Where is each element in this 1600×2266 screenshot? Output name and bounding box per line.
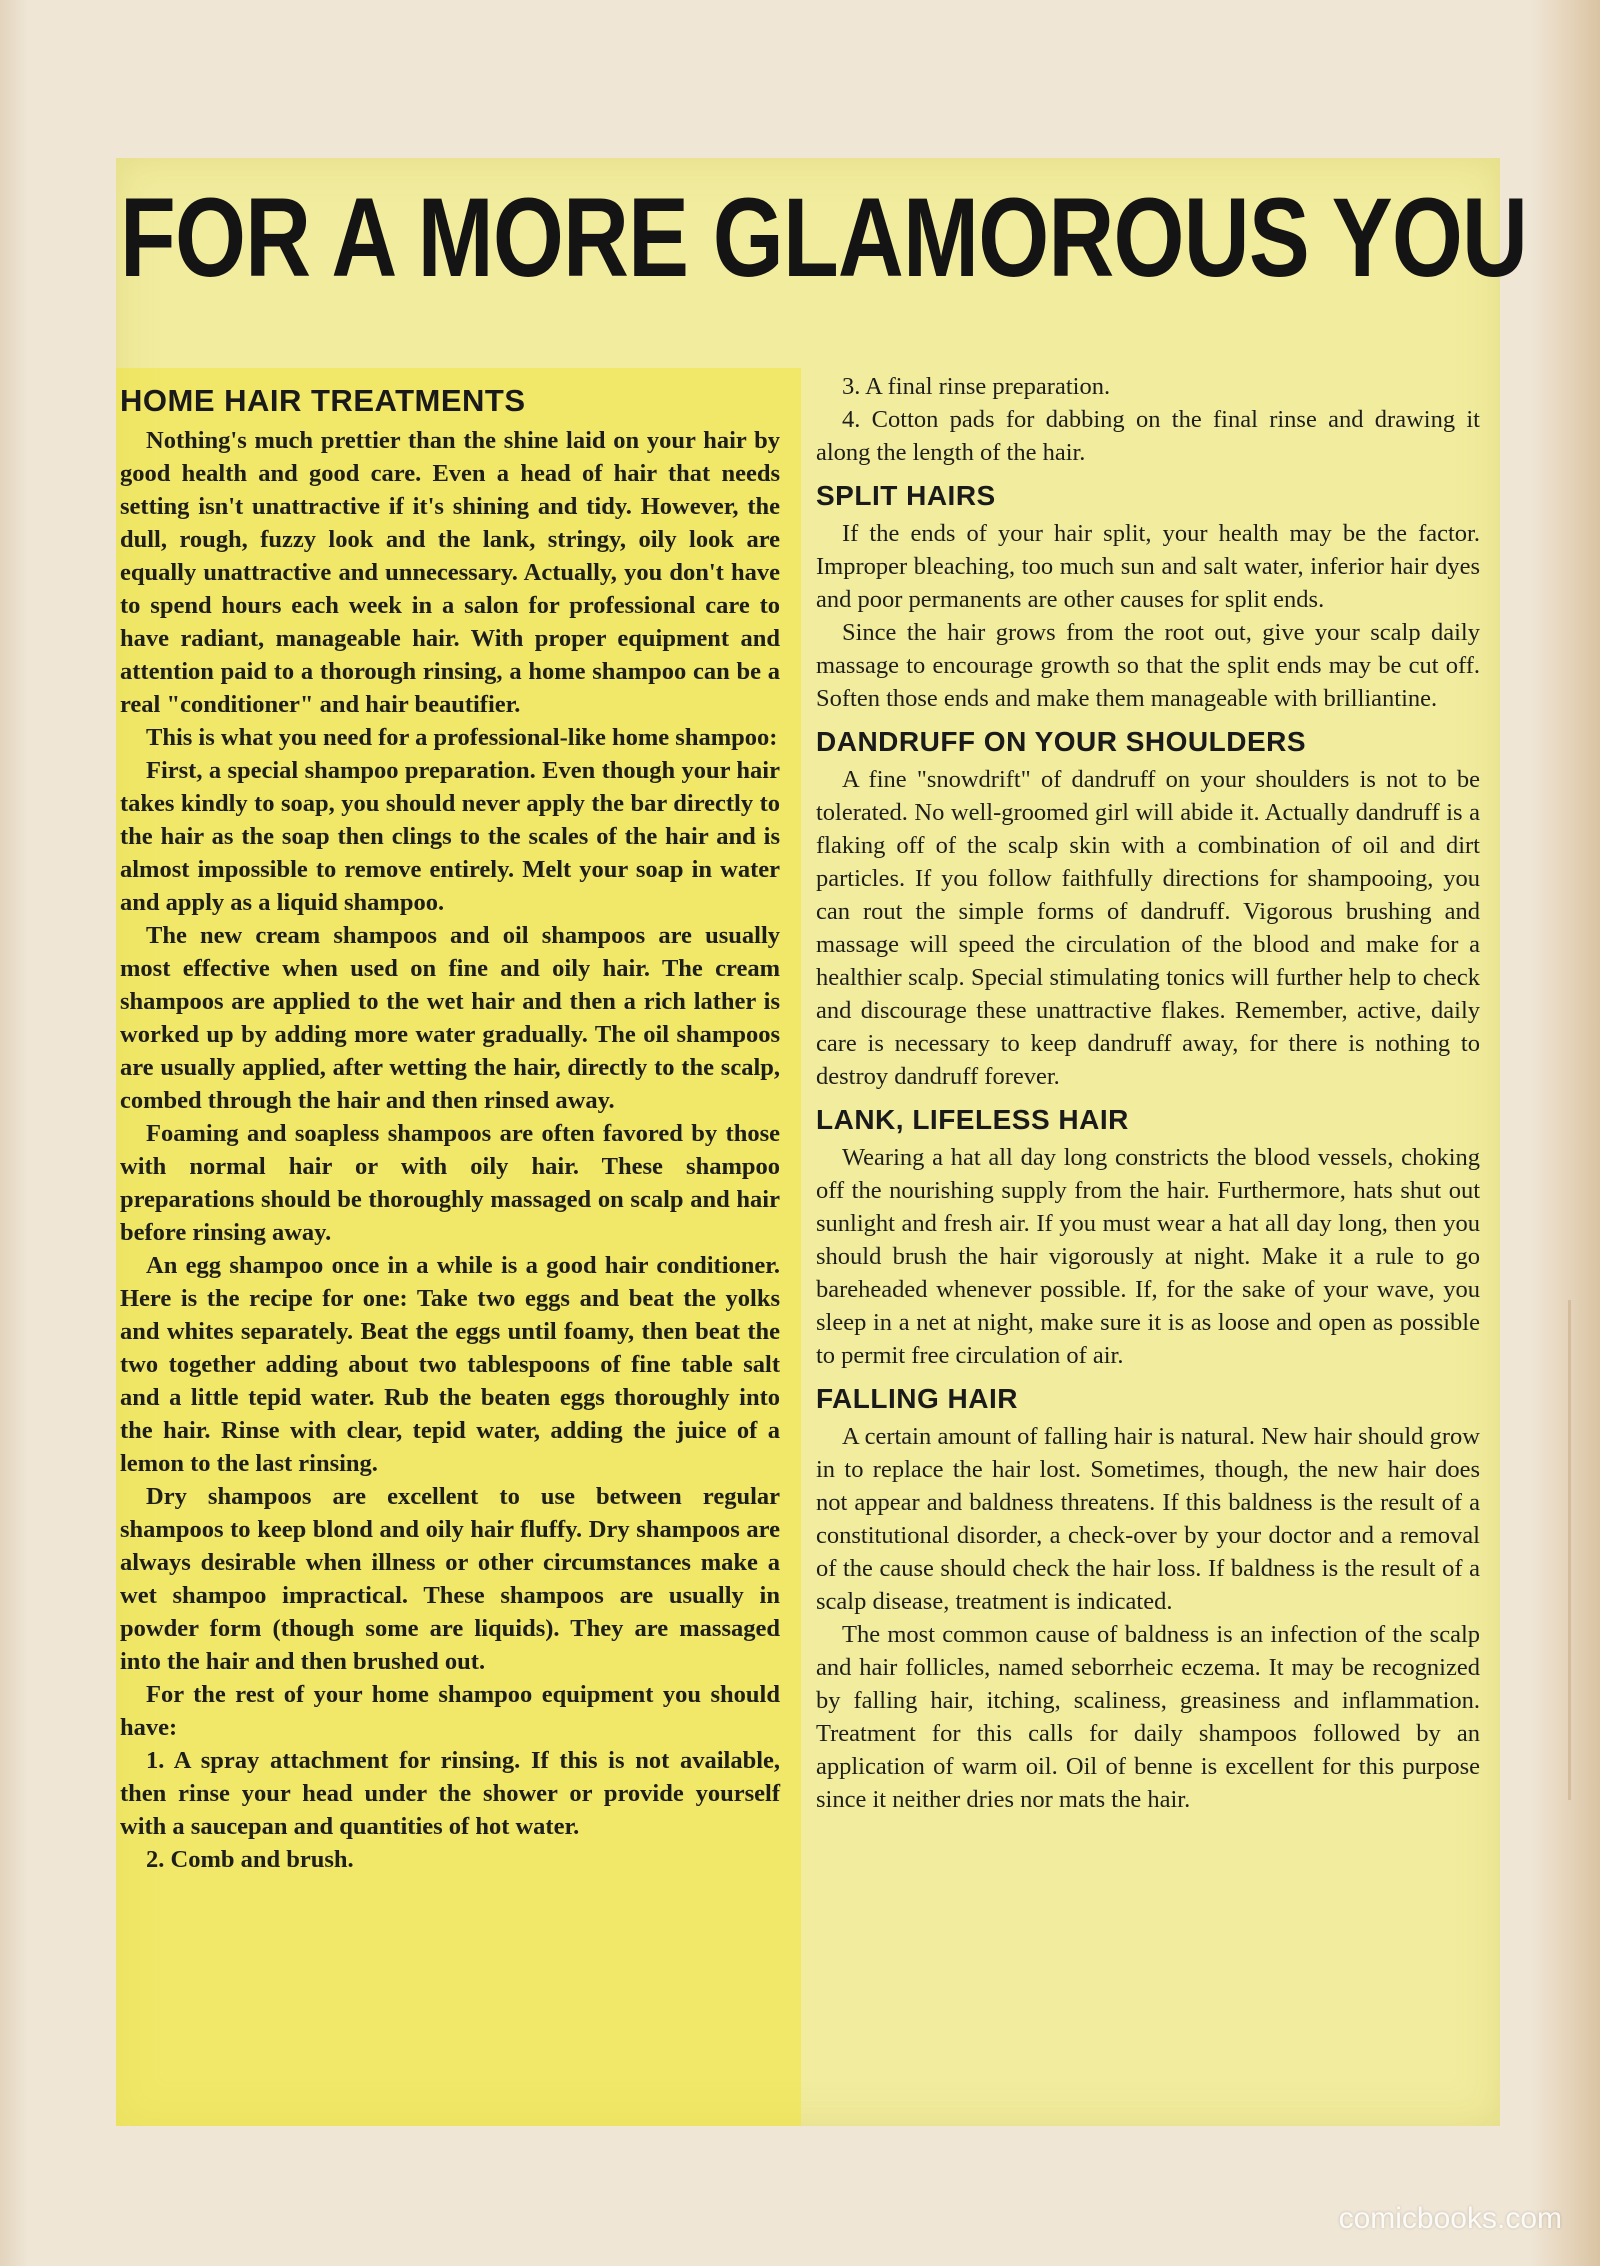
paragraph: An egg shampoo once in a while is a good hair conditioner. Here is the recipe for one: Take two eggs and beat the yolks and whites separately. Beat the eggs until foamy, then beat the two together adding about two tablespoons of fine table salt and a little tepid water. Rub the beaten eggs thoroughly into the hair. Rinse with clear, tepid water, adding the juice of a lemon to the last rinsing. (120, 1252, 780, 1477)
watermark: comicbooks.com (1338, 2202, 1562, 2235)
paragraph: Since the hair grows from the root out, give your scalp daily massage to encourage growth so that the split ends may be cut off. Soften those ends and make them manageable with brilliantine. (816, 619, 1480, 712)
paragraph: The most common cause of baldness is an infection of the scalp and hair follicles, named seborrheic eczema. It may be recognized by falling hair, itching, scaliness, greasiness and inflammation. Treatment for this calls for daily shampoos followed by an application of warm oil. Oil of benne is excellent for this purpose since it neither dries nor mats the hair. (816, 1621, 1480, 1813)
paragraph: This is what you need for a professional-like home shampoo: (146, 724, 778, 751)
section-heading-falling-hair: FALLING HAIR (816, 1383, 1018, 1414)
article-panel (116, 158, 1528, 2126)
list-item: 1. A spray attachment for rinsing. If this is not available, then rinse your head under the shower or provide yourself with a saucepan and quantities of hot water. (120, 1747, 780, 1840)
left-column (120, 370, 780, 1876)
paragraph: For the rest of your home shampoo equipment you should have: (120, 1681, 780, 1741)
paragraph: Dry shampoos are excellent to use between regular shampoos to keep blond and oily hair fluffy. Dry shampoos are always desirable when illness or other circumstances make a wet shampoo impractical. These shampoos are usually in powder form (though some are liquids). They are massaged into the hair and then brushed out. (120, 1483, 780, 1675)
page-edge-left (0, 0, 28, 2266)
page-edge-right (1530, 0, 1600, 2266)
section-heading-split-hairs: SPLIT HAIRS (816, 480, 996, 511)
paragraph: A certain amount of falling hair is natural. New hair should grow in to replace the hair lost. Sometimes, though, the new hair does not appear and baldness threatens. If this baldness is the result of a constitutional disorder, a check-over by your doctor and a removal of the cause should check the hair loss. If baldness is the result of a scalp disease, treatment is indicated. (816, 1423, 1480, 1615)
paragraph: If the ends of your hair split, your health may be the factor. Improper bleaching, too much sun and salt water, inferior hair dyes and poor permanents are other causes for split ends. (816, 520, 1480, 613)
paragraph: The new cream shampoos and oil shampoos are usually most effective when used on fine and oily hair. The cream shampoos are applied to the wet hair and then a rich lather is worked up by adding more water gradually. The oil shampoos are usually applied, after wetting the hair, directly to the scalp, combed through the hair and then rinsed away. (120, 922, 780, 1114)
section-heading-dandruff: DANDRUFF ON YOUR SHOULDERS (816, 726, 1307, 757)
paragraph: Wearing a hat all day long constricts the blood vessels, choking off the nourishing supply from the hair. Furthermore, hats shut out sunlight and fresh air. If you must wear a hat all day long, then you should brush the hair vigorously at night. Make it a rule to go bareheaded whenever possible. If, for the sake of your wave, you sleep in a net at night, make sure it is as loose and open as possible to permit free circulation of air. (816, 1144, 1480, 1369)
list-item: 4. Cotton pads for dabbing on the final rinse and drawing it along the length of the hair. (816, 406, 1480, 466)
paragraph: A fine "snowdrift" of dandruff on your shoulders is not to be tolerated. No well-groomed girl will abide it. Actually dandruff is a flaking off of the scalp skin with a combination of oil and dirt particles. If you follow faithfully directions for shampooing, you can rout the simple forms of dandruff. Vigorous brushing and massage will speed the circulation of the blood and make for a healthier scalp. Special stimulating tonics will further help to check and discourage these unattractive flakes. Remember, active, daily care is necessary to keep dandruff away, for there is nothing to destroy dandruff forever. (816, 766, 1480, 1090)
page-gutter (1568, 1300, 1571, 1800)
right-column (816, 370, 1480, 1816)
list-item: 3. A final rinse preparation. (842, 373, 1111, 400)
page-title: FOR A MORE GLAMOROUS YOU (120, 175, 1528, 300)
section-heading-lank-lifeless-hair: LANK, LIFELESS HAIR (816, 1104, 1129, 1135)
paragraph: Nothing's much prettier than the shine laid on your hair by good health and good care. Even a head of hair that needs setting isn't unattractive if it's shining and tidy. However, the dull, rough, fuzzy look and the lank, stringy, oily look are equally unattractive and unnecessary. Actually, you don't have to spend hours each week in a salon for professional care to have radiant, manageable hair. With proper equipment and attention paid to a thorough rinsing, a home shampoo can be a real "conditioner" and hair beautifier. (120, 427, 780, 718)
list-item: 2. Comb and brush. (146, 1846, 354, 1873)
paragraph: First, a special shampoo preparation. Even though your hair takes kindly to soap, you should never apply the bar directly to the hair as the soap then clings to the scales of the hair and is almost impossible to remove entirely. Melt your soap in water and apply as a liquid shampoo. (120, 757, 780, 916)
paragraph: Foaming and soapless shampoos are often favored by those with normal hair or with oily hair. These shampoo preparations should be thoroughly massaged on scalp and hair before rinsing away. (120, 1120, 780, 1246)
section-heading-home-hair-treatments: HOME HAIR TREATMENTS (120, 383, 526, 418)
